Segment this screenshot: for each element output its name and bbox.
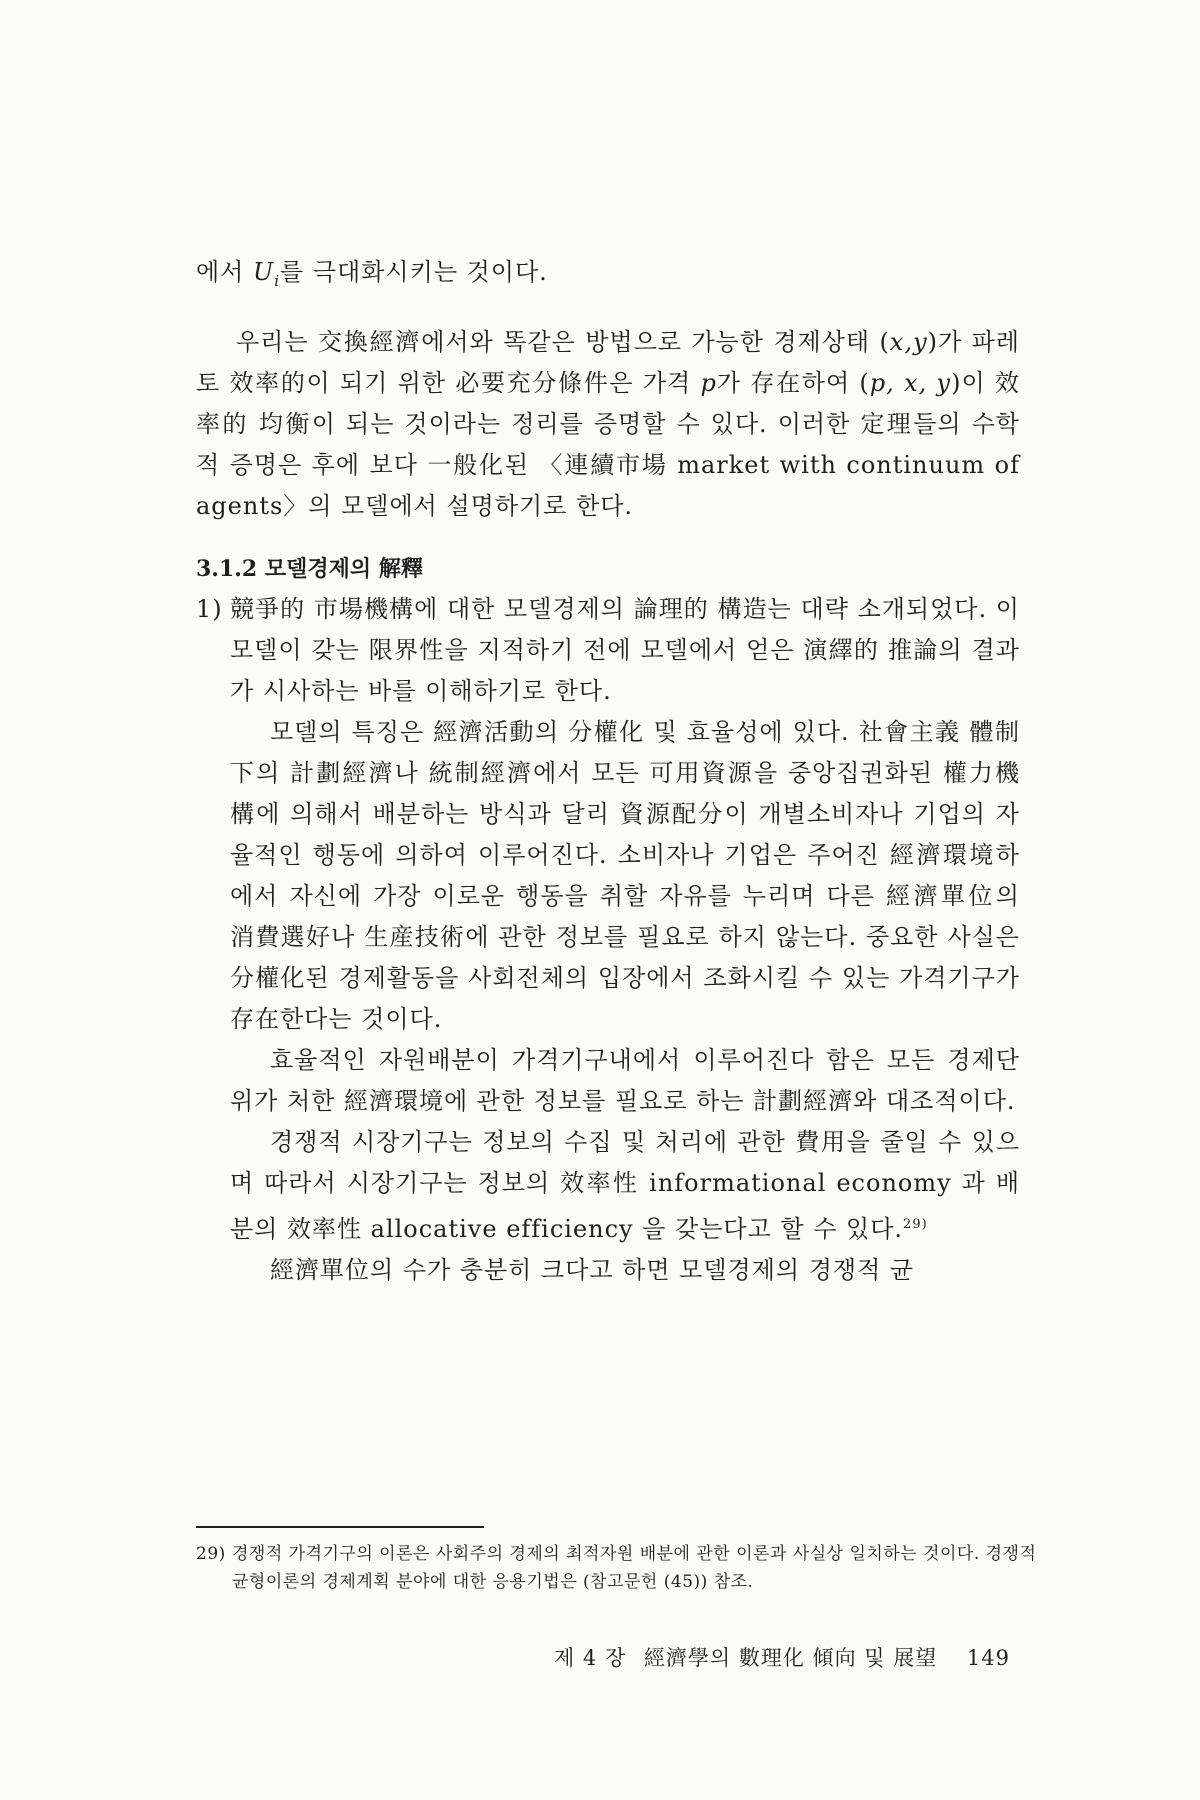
math-p: p [700,368,717,397]
list-item-text: 競爭的 市場機構에 대한 모델경제의 論理的 構造는 대략 소개되었다. 이 모델이 갖는 限界性을 지적하기 전에 모델에서 얻은 演繹的 推論의 결과가 시사하는 바를 이해하기로 한다. [230,594,1020,705]
paragraph-efficiency: 효율적인 자원배분이 가격기구내에서 이루어진다 함은 모든 경제단위가 처한 經濟環境에 관한 정보를 필요로 하는 計劃經濟와 대조적이다. [230,1045,1020,1115]
running-footer [554,1642,1010,1672]
chapter-title: 經濟學의 數理化 傾向 및 展望 [643,1646,938,1670]
footnote-29 [196,1540,1056,1596]
footnote-marker: 29) [196,1544,226,1564]
text-run: )이 效率的 均衡이 되는 것이라는 정리를 증명할 수 있다. 이러한 定理들의 수학적 증명은 후에 보다 一般化된 〈連續市場 market with continuum of agents〉의 모델에서 설명하기로 한다. [196,368,1020,520]
footnote-divider [196,1526,484,1528]
chapter-label: 제 4 장 [553,1646,627,1670]
paragraph-decentralization: 모델의 특징은 經濟活動의 分權化 및 효율성에 있다. 社會主義 體制下의 計劃經濟나 統制經濟에서 모든 可用資源을 중앙집권화된 權力機構에 의해서 배분하는 방식과 달리 資源配分이 개별소비자나 기업의 자율적인 행동에 의하여 이루어진다. 소비자나 기업은 주어진 經濟環境하에서 자신에 가장 이로운 행동을 취할 자유를 누리며 다른 經濟單位의 消費選好나 生産技術에 관한 정보를 필요로 하지 않는다. 중요한 사실은 分權化된 경제활동을 사회전체의 입장에서 조화시킬 수 있는 가격기구가 存在한다는 것이다. [230,717,1020,1033]
section-heading: 3.1.2 모델경제의 解釋 [196,555,423,582]
text-run: 우리는 交換經濟에서와 똑같은 방법으로 가능한 경제상태 ( [236,327,890,356]
main-text [196,252,1020,1291]
paragraph-market-mechanism [230,1122,1020,1250]
math-variable-u: $U_i$ [253,258,281,290]
text-run: 경쟁적 시장기구는 정보의 수집 및 처리에 관한 費用을 줄일 수 있으며 따라서 시장기구는 정보의 效率性 informational economy 과 배분의 效率性 allocative efficiency 을 갖는다고 할 수 있다. [230,1127,1020,1243]
text-run: 를 극대화시키는 것이다. [280,258,548,286]
math-xy: x,y [889,327,928,356]
list-item-body [196,712,1020,1291]
list-item-1 [196,589,1020,712]
page-number: 149 [966,1646,1010,1670]
list-marker: 1) [196,594,223,623]
text-run: )가 파레토 效率的이 되기 위한 必要充分條件은 가격 [196,327,1020,397]
footnote-reference: 29) [903,1216,928,1232]
math-pxy: p, x, y [869,368,952,397]
text-run: 에서 [196,258,253,286]
paragraph-continuation [196,252,1020,302]
paragraph-pareto [196,322,1020,527]
text-run: 가 存在하여 ( [716,368,870,397]
paragraph-economic-units: 經濟單位의 수가 충분히 크다고 하면 모델경제의 경쟁적 균 [270,1255,915,1284]
footnote-text: 경쟁적 가격기구의 이론은 사회주의 경제의 최적자원 배분에 관한 이론과 사실상 일치하는 것이다. 경쟁적 균형이론의 경제계획 분야에 대한 응용기법은 (참고문헌 (45)) 참조. [232,1544,1037,1592]
